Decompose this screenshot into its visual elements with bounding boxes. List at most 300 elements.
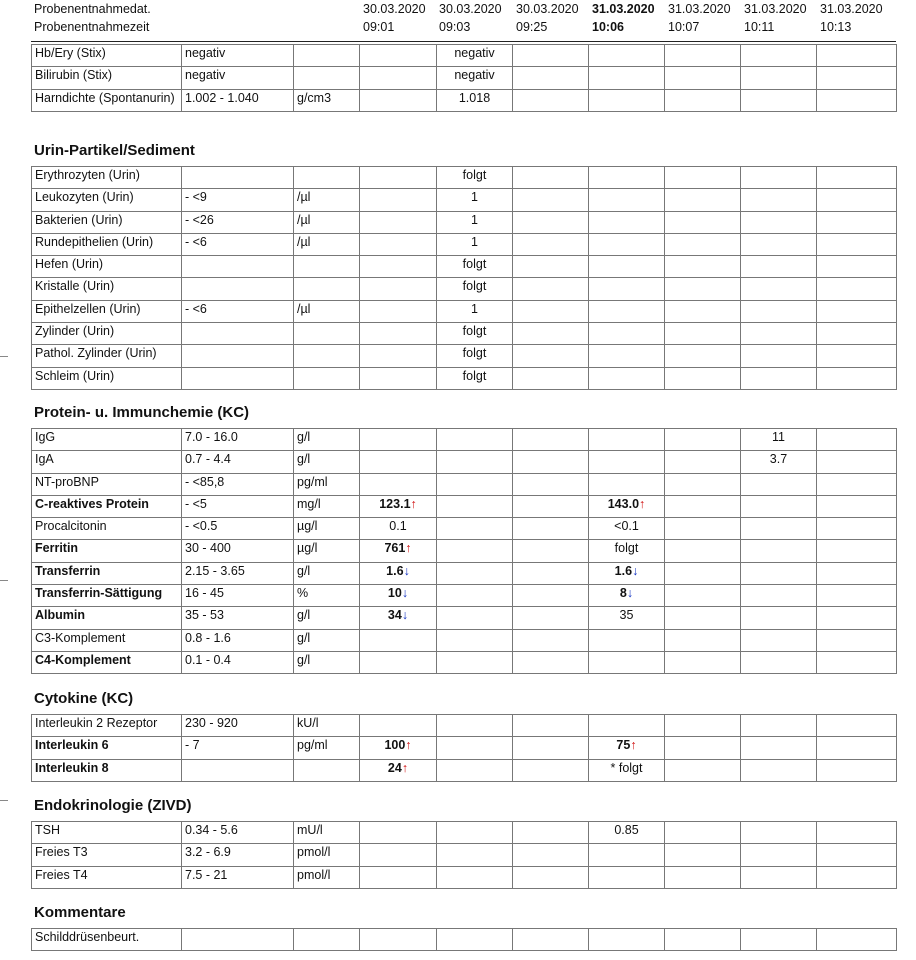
- result-value: [360, 233, 437, 255]
- column-date: 30.03.2020: [439, 2, 502, 16]
- result-value: [589, 737, 665, 759]
- result-value: [360, 367, 437, 389]
- result-value: [665, 518, 741, 540]
- result-value: [665, 759, 741, 781]
- result-value: [513, 844, 589, 866]
- result-value: [437, 822, 513, 844]
- result-value: [817, 451, 897, 473]
- result-number: 75: [616, 738, 631, 753]
- result-value: [437, 629, 513, 651]
- result-value: [360, 278, 437, 300]
- unit: mg/l: [294, 495, 360, 517]
- result-value: [665, 651, 741, 673]
- unit: g/l: [294, 607, 360, 629]
- result-value: [741, 759, 817, 781]
- arrow-down-icon: ↓: [632, 563, 639, 578]
- section-title: Endokrinologie (ZIVD): [34, 797, 192, 814]
- test-name: TSH: [32, 822, 182, 844]
- reference-range: [182, 367, 294, 389]
- result-value: 1.018: [437, 89, 513, 111]
- result-value: [589, 451, 665, 473]
- results-table: [31, 821, 897, 889]
- results-table: [31, 44, 897, 112]
- result-value: [589, 233, 665, 255]
- result-value: [665, 345, 741, 367]
- result-value: [741, 844, 817, 866]
- result-value: [437, 585, 513, 607]
- result-value: [817, 167, 897, 189]
- column-time: 10:07: [668, 20, 700, 34]
- result-value: [589, 323, 665, 345]
- result-value: 11: [741, 429, 817, 451]
- result-value: [513, 518, 589, 540]
- result-value: [437, 651, 513, 673]
- result-value: <0.1: [589, 518, 665, 540]
- result-value: [665, 323, 741, 345]
- unit: [294, 367, 360, 389]
- arrow-up-icon: ↑: [401, 760, 409, 775]
- test-name: IgA: [32, 451, 182, 473]
- table-row: [32, 451, 897, 473]
- result-value: [817, 715, 897, 737]
- unit: [294, 278, 360, 300]
- column-time: 10:11: [744, 20, 775, 34]
- result-value: [513, 866, 589, 888]
- reference-range: - <6: [182, 233, 294, 255]
- unit: pg/ml: [294, 473, 360, 495]
- result-value: [817, 822, 897, 844]
- result-value: [360, 323, 437, 345]
- arrow-down-icon: ↓: [626, 586, 634, 601]
- result-value: [513, 45, 589, 67]
- result-value: [589, 89, 665, 111]
- table-row: [32, 844, 897, 866]
- result-value: [513, 256, 589, 278]
- reference-range: 3.2 - 6.9: [182, 844, 294, 866]
- result-value: [437, 562, 513, 584]
- result-value: [665, 495, 741, 517]
- result-value: [817, 562, 897, 584]
- result-value: [360, 737, 437, 759]
- section-title: Protein- u. Immunchemie (KC): [34, 404, 250, 421]
- result-value: [741, 278, 817, 300]
- test-name: Freies T4: [32, 866, 182, 888]
- result-value: [360, 844, 437, 866]
- result-value: [589, 256, 665, 278]
- result-value: [817, 629, 897, 651]
- result-value: [665, 585, 741, 607]
- result-value: [360, 429, 437, 451]
- reference-range: 16 - 45: [182, 585, 294, 607]
- result-value: [817, 429, 897, 451]
- result-value: [513, 367, 589, 389]
- unit: g/l: [294, 562, 360, 584]
- unit: g/l: [294, 429, 360, 451]
- result-value: [437, 759, 513, 781]
- section-title: Kommentare: [34, 904, 126, 921]
- result-value: [437, 737, 513, 759]
- result-value: [665, 211, 741, 233]
- result-value: [513, 540, 589, 562]
- result-value: [817, 473, 897, 495]
- reference-range: negativ: [182, 67, 294, 89]
- result-value: [589, 367, 665, 389]
- result-value: 3.7: [741, 451, 817, 473]
- result-value: [513, 562, 589, 584]
- result-value: [741, 67, 817, 89]
- result-value: [817, 518, 897, 540]
- result-value: [741, 45, 817, 67]
- column-date: 31.03.2020: [744, 2, 807, 16]
- result-value: [817, 844, 897, 866]
- reference-range: 30 - 400: [182, 540, 294, 562]
- table-row: [32, 429, 897, 451]
- unit: [294, 323, 360, 345]
- result-value: [665, 540, 741, 562]
- unit: [294, 45, 360, 67]
- margin-mark: [0, 580, 8, 581]
- result-value: [589, 278, 665, 300]
- result-value: [665, 300, 741, 322]
- result-value: [589, 866, 665, 888]
- result-value: [741, 629, 817, 651]
- table-row: [32, 759, 897, 781]
- test-name: Bakterien (Urin): [32, 211, 182, 233]
- result-value: [665, 562, 741, 584]
- unit: /µl: [294, 211, 360, 233]
- result-value: [437, 607, 513, 629]
- result-number: 24: [387, 760, 402, 775]
- result-value: 1: [437, 300, 513, 322]
- table-row: [32, 822, 897, 844]
- test-name: Interleukin 2 Rezeptor: [32, 715, 182, 737]
- result-value: [741, 233, 817, 255]
- result-value: [589, 167, 665, 189]
- result-value: [741, 89, 817, 111]
- result-value: [817, 540, 897, 562]
- result-number: 100: [384, 738, 406, 753]
- section-title: Urin-Partikel/Sediment: [34, 142, 195, 159]
- result-value: [665, 189, 741, 211]
- unit: [294, 67, 360, 89]
- result-value: [589, 211, 665, 233]
- result-value: [589, 300, 665, 322]
- test-name: C3-Komplement: [32, 629, 182, 651]
- result-value: [513, 929, 589, 951]
- result-number: 8: [619, 586, 627, 601]
- table-row: [32, 89, 897, 111]
- result-value: [665, 629, 741, 651]
- result-value: [817, 495, 897, 517]
- table-row: [32, 607, 897, 629]
- result-value: folgt: [437, 167, 513, 189]
- reference-range: 1.002 - 1.040: [182, 89, 294, 111]
- result-value: [817, 211, 897, 233]
- result-value: [360, 929, 437, 951]
- unit: kU/l: [294, 715, 360, 737]
- result-value: [665, 278, 741, 300]
- reference-range: [182, 759, 294, 781]
- result-value: [513, 737, 589, 759]
- result-value: [741, 822, 817, 844]
- result-value: [360, 167, 437, 189]
- result-value: [817, 585, 897, 607]
- result-value: [513, 233, 589, 255]
- result-value: [741, 607, 817, 629]
- arrow-up-icon: ↑: [405, 738, 412, 753]
- result-value: [437, 866, 513, 888]
- result-value: [360, 451, 437, 473]
- result-value: [817, 300, 897, 322]
- result-value: [513, 715, 589, 737]
- reference-range: [182, 323, 294, 345]
- reference-range: - <6: [182, 300, 294, 322]
- column-time: 09:25: [516, 20, 548, 34]
- unit: [294, 167, 360, 189]
- result-value: 1: [437, 189, 513, 211]
- result-value: [360, 300, 437, 322]
- result-value: [437, 540, 513, 562]
- result-value: [589, 844, 665, 866]
- result-value: [665, 89, 741, 111]
- result-number: 10: [387, 586, 402, 601]
- result-value: [360, 211, 437, 233]
- result-value: [360, 759, 437, 781]
- result-value: negativ: [437, 45, 513, 67]
- result-value: [589, 715, 665, 737]
- result-value: [360, 45, 437, 67]
- table-row: [32, 189, 897, 211]
- result-value: [589, 67, 665, 89]
- table-row: [32, 300, 897, 322]
- unit: g/l: [294, 651, 360, 673]
- result-value: folgt: [437, 345, 513, 367]
- result-value: [741, 189, 817, 211]
- unit: mU/l: [294, 822, 360, 844]
- results-table: [31, 166, 897, 390]
- result-value: folgt: [589, 540, 665, 562]
- result-value: [741, 473, 817, 495]
- result-value: [665, 256, 741, 278]
- result-value: [817, 607, 897, 629]
- test-name: Ferritin: [32, 540, 182, 562]
- result-value: [665, 67, 741, 89]
- result-value: [817, 651, 897, 673]
- result-value: [741, 518, 817, 540]
- result-value: [513, 585, 589, 607]
- unit: [294, 345, 360, 367]
- test-name: IgG: [32, 429, 182, 451]
- arrow-up-icon: ↑: [410, 496, 417, 511]
- result-value: [513, 495, 589, 517]
- label-sample-time: Probenentnahmezeit: [34, 20, 150, 34]
- unit: pg/ml: [294, 737, 360, 759]
- result-value: [513, 323, 589, 345]
- result-value: [665, 45, 741, 67]
- result-number: 761: [384, 541, 406, 556]
- result-value: [817, 45, 897, 67]
- test-name: Epithelzellen (Urin): [32, 300, 182, 322]
- arrow-down-icon: ↓: [403, 563, 410, 578]
- arrow-up-icon: ↑: [639, 496, 646, 511]
- result-value: [513, 451, 589, 473]
- result-value: [589, 345, 665, 367]
- test-name: Transferrin: [32, 562, 182, 584]
- test-name: Hb/Ery (Stix): [32, 45, 182, 67]
- arrow-up-icon: ↑: [630, 738, 637, 753]
- label-sample-date: Probenentnahmedat.: [34, 2, 151, 16]
- test-name: Harndichte (Spontanurin): [32, 89, 182, 111]
- result-value: [360, 651, 437, 673]
- table-row: [32, 585, 897, 607]
- result-value: [360, 67, 437, 89]
- result-number: 1.6: [614, 563, 633, 578]
- arrow-up-icon: ↑: [405, 541, 412, 556]
- result-value: [360, 256, 437, 278]
- result-value: [360, 473, 437, 495]
- result-number: 34: [387, 608, 402, 623]
- reference-range: 0.8 - 1.6: [182, 629, 294, 651]
- column-date: 30.03.2020: [516, 2, 579, 16]
- result-value: [589, 473, 665, 495]
- result-value: [817, 929, 897, 951]
- result-value: [360, 495, 437, 517]
- result-value: [589, 562, 665, 584]
- test-name: Freies T3: [32, 844, 182, 866]
- result-value: [741, 323, 817, 345]
- column-date: 31.03.2020: [668, 2, 731, 16]
- test-name: Pathol. Zylinder (Urin): [32, 345, 182, 367]
- test-name: NT-proBNP: [32, 473, 182, 495]
- unit: [294, 929, 360, 951]
- result-value: [741, 866, 817, 888]
- result-value: [741, 562, 817, 584]
- result-value: [589, 929, 665, 951]
- result-value: [817, 233, 897, 255]
- reference-range: negativ: [182, 45, 294, 67]
- reference-range: [182, 167, 294, 189]
- result-value: [817, 323, 897, 345]
- result-value: [741, 585, 817, 607]
- section-title: Cytokine (KC): [34, 690, 134, 707]
- result-value: [817, 189, 897, 211]
- test-name: Interleukin 6: [32, 737, 182, 759]
- reference-range: 7.0 - 16.0: [182, 429, 294, 451]
- result-value: [360, 540, 437, 562]
- table-row: [32, 345, 897, 367]
- result-value: [513, 759, 589, 781]
- result-value: [513, 278, 589, 300]
- result-value: [360, 629, 437, 651]
- table-row: [32, 367, 897, 389]
- result-value: [360, 866, 437, 888]
- reference-range: 0.1 - 0.4: [182, 651, 294, 673]
- result-value: [513, 167, 589, 189]
- margin-mark: [0, 800, 8, 801]
- header-divider: [31, 41, 896, 42]
- result-value: [741, 929, 817, 951]
- unit: [294, 759, 360, 781]
- table-row: [32, 211, 897, 233]
- result-value: [513, 822, 589, 844]
- reference-range: [182, 256, 294, 278]
- result-value: [513, 429, 589, 451]
- table-row: [32, 278, 897, 300]
- reference-range: 35 - 53: [182, 607, 294, 629]
- table-row: [32, 929, 897, 951]
- result-value: [665, 167, 741, 189]
- unit: pmol/l: [294, 866, 360, 888]
- result-value: [513, 300, 589, 322]
- margin-mark: [0, 356, 8, 357]
- result-value: [360, 607, 437, 629]
- result-value: [437, 451, 513, 473]
- test-name: Hefen (Urin): [32, 256, 182, 278]
- test-name: Procalcitonin: [32, 518, 182, 540]
- unit: µg/l: [294, 540, 360, 562]
- result-value: [437, 473, 513, 495]
- result-value: [437, 495, 513, 517]
- result-value: [437, 844, 513, 866]
- reference-range: - <0.5: [182, 518, 294, 540]
- table-row: [32, 629, 897, 651]
- unit: g/l: [294, 451, 360, 473]
- table-row: [32, 45, 897, 67]
- column-time: 10:06: [592, 20, 624, 34]
- result-value: [513, 211, 589, 233]
- result-value: [665, 822, 741, 844]
- result-value: [741, 651, 817, 673]
- result-value: [589, 585, 665, 607]
- result-value: [817, 345, 897, 367]
- table-row: [32, 495, 897, 517]
- result-value: [817, 256, 897, 278]
- test-name: Albumin: [32, 607, 182, 629]
- unit: g/l: [294, 629, 360, 651]
- column-time: 09:01: [363, 20, 395, 34]
- result-value: [741, 167, 817, 189]
- result-value: [817, 737, 897, 759]
- table-row: [32, 233, 897, 255]
- result-value: [741, 211, 817, 233]
- result-value: [741, 345, 817, 367]
- reference-range: 230 - 920: [182, 715, 294, 737]
- test-name: Interleukin 8: [32, 759, 182, 781]
- unit: %: [294, 585, 360, 607]
- result-value: [665, 715, 741, 737]
- result-value: [741, 540, 817, 562]
- reference-range: 2.15 - 3.65: [182, 562, 294, 584]
- unit: µg/l: [294, 518, 360, 540]
- test-name: Zylinder (Urin): [32, 323, 182, 345]
- test-name: Bilirubin (Stix): [32, 67, 182, 89]
- result-value: [665, 844, 741, 866]
- result-value: [741, 715, 817, 737]
- result-value: [741, 300, 817, 322]
- result-value: [741, 737, 817, 759]
- result-value: * folgt: [589, 759, 665, 781]
- result-value: [741, 495, 817, 517]
- arrow-down-icon: ↓: [401, 608, 409, 623]
- result-value: [817, 89, 897, 111]
- table-row: [32, 651, 897, 673]
- result-value: 1: [437, 233, 513, 255]
- result-value: [817, 367, 897, 389]
- result-value: [665, 429, 741, 451]
- reference-range: - <9: [182, 189, 294, 211]
- test-name: Kristalle (Urin): [32, 278, 182, 300]
- result-value: [665, 929, 741, 951]
